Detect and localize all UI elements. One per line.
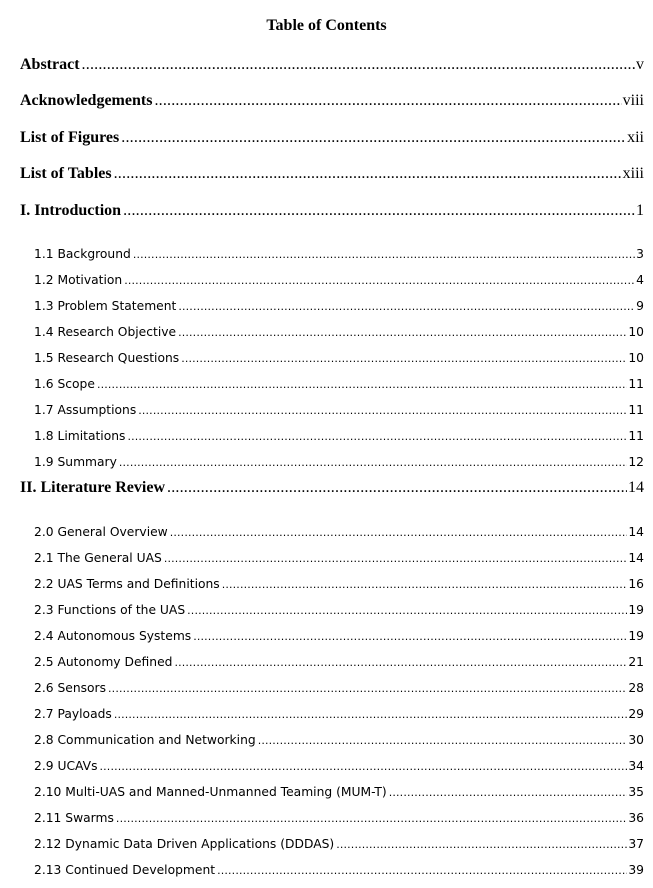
toc-entry-label: 2.7 Payloads (34, 707, 112, 721)
toc-entry-label: 2.4 Autonomous Systems (34, 629, 192, 643)
toc-entry-1-4[interactable] (34, 323, 644, 342)
dot-leader (193, 628, 627, 646)
toc-entry-page: 9 (636, 299, 644, 313)
toc-entry-page: 10 (628, 351, 644, 365)
dot-leader (127, 428, 627, 446)
toc-entry-page: 14 (628, 525, 644, 539)
dot-leader (178, 298, 635, 316)
toc-entry-page: 35 (628, 785, 644, 799)
toc-entry-page: 29 (628, 707, 644, 721)
toc-entry-page: 19 (628, 629, 644, 643)
toc-entry-label: 2.9 UCAVs (34, 759, 98, 773)
toc-entry-2-10[interactable] (34, 783, 644, 802)
toc-entry-label: 1.1 Background (34, 247, 131, 261)
toc-entry-2-1[interactable] (34, 549, 644, 568)
dot-leader (167, 478, 627, 498)
toc-entry-1-8[interactable] (34, 427, 644, 446)
toc-entry-label: 2.12 Dynamic Data Driven Applications (DDDAS) (34, 837, 335, 851)
toc-entry-2-13[interactable] (34, 861, 644, 880)
toc-entry-page: 28 (628, 681, 644, 695)
toc-entry-label: Abstract (20, 56, 80, 73)
toc-entry-1-2[interactable] (34, 271, 644, 290)
dot-leader (82, 55, 635, 75)
toc-entry-list-of-tables[interactable] (20, 164, 644, 184)
toc-entry-1-6[interactable] (34, 375, 644, 394)
toc-entry-label: 1.7 Assumptions (34, 403, 137, 417)
toc-entry-label: 2.6 Sensors (34, 681, 107, 695)
dot-leader (174, 654, 627, 672)
toc-entry-label: Acknowledgements (20, 92, 153, 109)
toc-entry-label: 1.8 Limitations (34, 429, 126, 443)
toc-entry-label: 2.11 Swarms (34, 811, 114, 825)
toc-entry-page: 16 (628, 577, 644, 591)
toc-entry-1-5[interactable] (34, 349, 644, 368)
toc-entry-acknowledgements[interactable] (20, 91, 644, 111)
toc-entry-list-of-figures[interactable] (20, 128, 644, 148)
toc-entry-label: List of Tables (20, 165, 112, 182)
toc-entry-page: xiii (622, 165, 644, 182)
toc-entry-page: 4 (636, 273, 644, 287)
toc-entry-label: 2.13 Continued Development (34, 863, 216, 877)
toc-entry-1-9[interactable] (34, 453, 644, 472)
toc-entry-page: 11 (628, 377, 644, 391)
toc-entry-page: 12 (628, 455, 644, 469)
dot-leader (114, 164, 622, 184)
dot-leader (108, 680, 627, 698)
toc-entry-introduction[interactable] (20, 201, 644, 221)
toc-entry-label: II. Literature Review (20, 479, 165, 496)
toc-entry-label: 2.3 Functions of the UAS (34, 603, 186, 617)
dot-leader (100, 758, 628, 776)
dot-leader (258, 732, 628, 750)
dot-leader (97, 376, 627, 394)
toc-entry-2-3[interactable] (34, 601, 644, 620)
toc-entry-page: 19 (628, 603, 644, 617)
page-title: Table of Contents (266, 17, 387, 34)
toc-entry-page: 30 (628, 733, 644, 747)
dot-leader (138, 402, 627, 420)
dot-leader (217, 862, 627, 880)
toc-entry-page: 14 (628, 551, 644, 565)
toc-entry-page: 11 (628, 403, 644, 417)
toc-entry-1-1[interactable] (34, 245, 644, 264)
dot-leader (119, 454, 627, 472)
toc-entry-page: 14 (628, 479, 644, 496)
dot-leader (114, 706, 628, 724)
toc-entry-1-7[interactable] (34, 401, 644, 420)
dot-leader (133, 246, 635, 264)
toc-entry-label: 1.3 Problem Statement (34, 299, 177, 313)
toc-entry-label: 1.2 Motivation (34, 273, 123, 287)
dot-leader (181, 350, 627, 368)
toc-entry-literature-review[interactable] (20, 478, 644, 498)
toc-entry-2-4[interactable] (34, 627, 644, 646)
dot-leader (222, 576, 628, 594)
toc-entry-page: 1 (636, 202, 644, 219)
toc-entry-label: List of Figures (20, 129, 120, 146)
dot-leader (123, 201, 635, 221)
toc-entry-2-8[interactable] (34, 731, 644, 750)
toc-entry-label: 1.4 Research Objective (34, 325, 177, 339)
toc-entry-page: 36 (628, 811, 644, 825)
toc-entry-page: v (636, 56, 644, 73)
dot-leader (178, 324, 627, 342)
toc-entry-page: 3 (636, 247, 644, 261)
toc-entry-label: 2.8 Communication and Networking (34, 733, 256, 747)
dot-leader (154, 91, 621, 111)
toc-entry-abstract[interactable] (20, 55, 644, 75)
toc-entry-label: 2.0 General Overview (34, 525, 168, 539)
toc-entry-page: 34 (628, 759, 644, 773)
toc-entry-label: 2.1 The General UAS (34, 551, 162, 565)
dot-leader (121, 128, 626, 148)
toc-entry-page: viii (622, 92, 644, 109)
dot-leader (389, 784, 628, 802)
toc-entry-label: 2.2 UAS Terms and Definitions (34, 577, 220, 591)
toc-entry-page: 10 (628, 325, 644, 339)
dot-leader (170, 524, 628, 542)
toc-entry-2-5[interactable] (34, 653, 644, 672)
toc-entry-label: I. Introduction (20, 202, 122, 219)
toc-entry-1-3[interactable] (34, 297, 644, 316)
toc-entry-label: 1.6 Scope (34, 377, 95, 391)
toc-entry-label: 2.10 Multi-UAS and Manned-Unmanned Teaming (MUM-T) (34, 785, 387, 799)
toc-entry-page: 37 (628, 837, 644, 851)
toc-entry-2-12[interactable] (34, 835, 644, 854)
toc-entry-2-2[interactable] (34, 575, 644, 594)
dot-leader (187, 602, 627, 620)
toc-entry-label: 2.5 Autonomy Defined (34, 655, 173, 669)
toc-entry-page: xii (627, 129, 644, 146)
dot-leader (116, 810, 627, 828)
toc-entry-page: 11 (628, 429, 644, 443)
toc-entry-2-0[interactable] (34, 523, 644, 542)
toc-entry-page: 21 (628, 655, 644, 669)
dot-leader (164, 550, 628, 568)
toc-entry-2-11[interactable] (34, 809, 644, 828)
dot-leader (336, 836, 627, 854)
toc-entry-2-7[interactable] (34, 705, 644, 724)
dot-leader (124, 272, 635, 290)
toc-entry-2-6[interactable] (34, 679, 644, 698)
toc-entry-label: 1.9 Summary (34, 455, 117, 469)
toc-entry-2-9[interactable] (34, 757, 644, 776)
toc-entry-label: 1.5 Research Questions (34, 351, 180, 365)
toc-entry-page: 39 (628, 863, 644, 877)
